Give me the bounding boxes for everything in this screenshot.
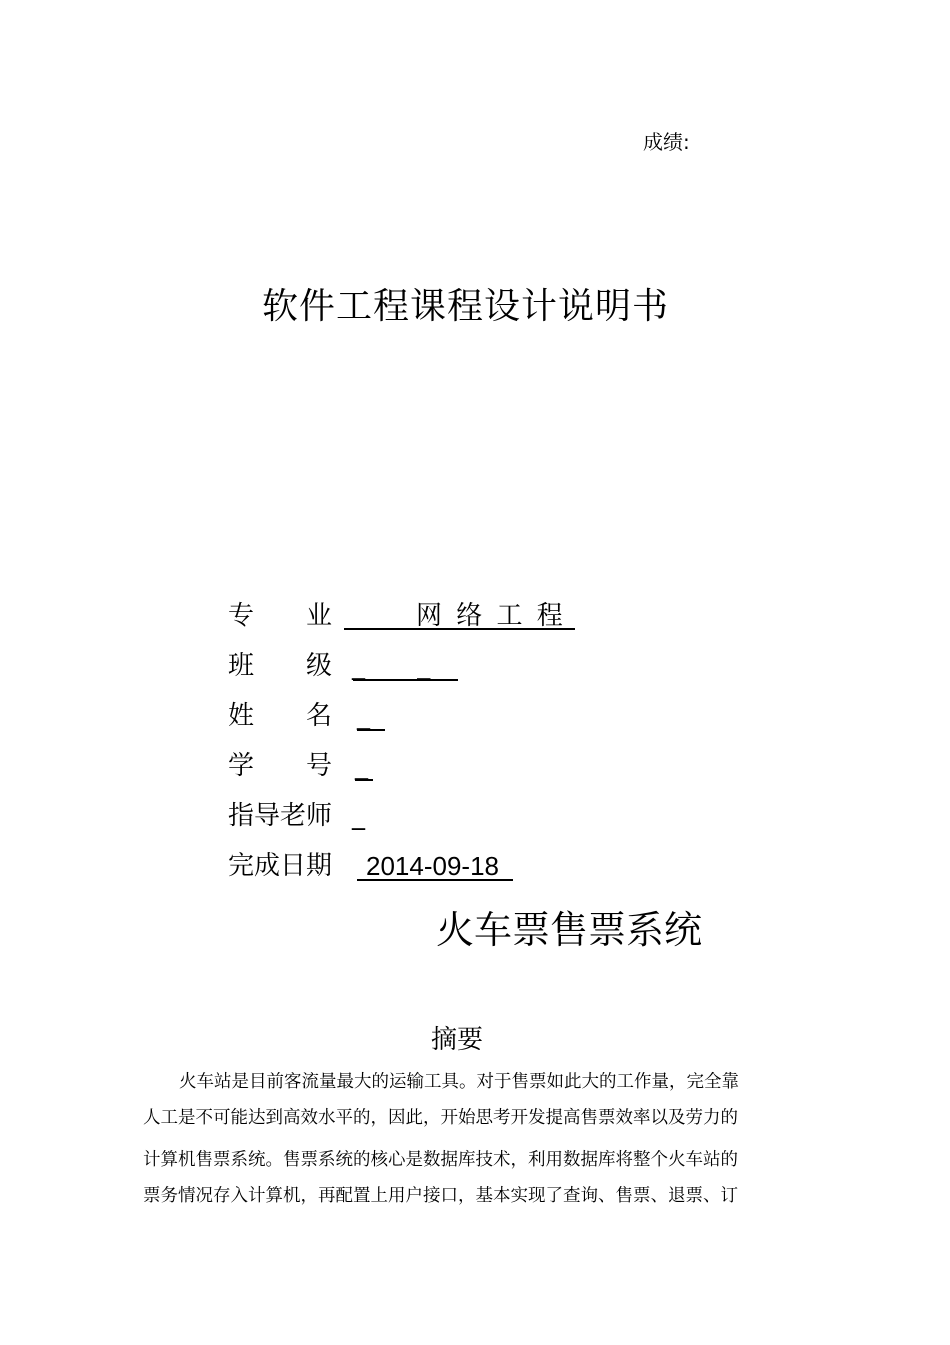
date-value: 2014-09-18 (366, 851, 499, 881)
name-value: _ (357, 701, 370, 731)
system-title: 火车票售票系统 (436, 908, 703, 952)
advisor-label: 指导老师 (228, 801, 333, 831)
abstract-line: 人工是不可能达到高效水平的，因此，开始思考开发提高售票效率以及劳力的 (143, 1108, 738, 1128)
class-label: 班 级 (228, 651, 333, 681)
class-value: _ _ (352, 651, 453, 681)
student-id-label: 学 号 (228, 751, 333, 781)
date-label: 完成日期 (228, 851, 333, 881)
grade-label: 成绩: (643, 130, 690, 154)
name-label: 姓 名 (228, 701, 333, 731)
abstract-line: 火车站是目前客流量最大的运输工具。对于售票如此大的工作量，完全靠 (179, 1072, 739, 1092)
major-label: 专 业 (228, 601, 333, 631)
document-title: 软件工程课程设计说明书 (262, 286, 670, 327)
abstract-heading: 摘要 (431, 1025, 484, 1055)
major-value: 网 络 工 程 (416, 601, 563, 631)
advisor-value: _ (352, 801, 365, 831)
abstract-line: 票务情况存入计算机，再配置上用户接口，基本实现了查询、售票、退票、订 (143, 1186, 738, 1206)
student-id-value: _ (355, 751, 368, 781)
abstract-line: 计算机售票系统。售票系统的核心是数据库技术，利用数据库将整个火车站的 (143, 1150, 738, 1170)
